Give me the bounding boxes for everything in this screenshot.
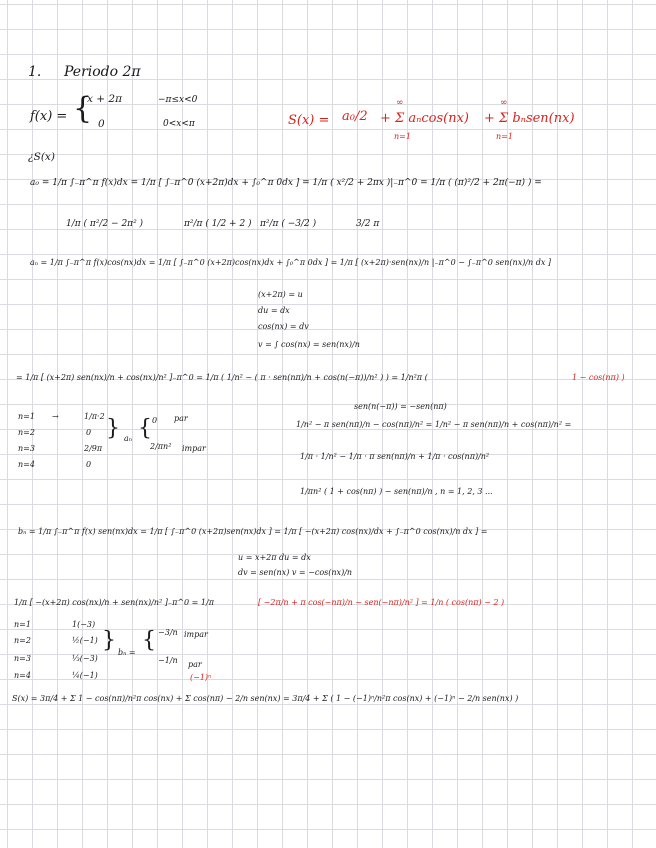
case2-expression: 0 xyxy=(98,118,105,130)
a0-line-1: a₀ = 1/π ∫₋π^π f(x)dx = 1/π [ ∫₋π^0 (x+2π)dx + ∫₀^π 0dx ] = 1/π ( x²/2 + 2πx )|₋π^0 = 1/π ( (π)²/2 + 2π(−π) ) = xyxy=(30,178,542,188)
a0-line-2b: π²/π ( 1/2 + 2 ) xyxy=(184,219,252,229)
bn-table-n2: n=2 xyxy=(14,636,31,645)
an-arrow: → xyxy=(52,412,59,421)
a0-line-2c: π²/π ( −3/2 ) xyxy=(260,219,317,229)
bn-table-n1: n=1 xyxy=(14,620,31,629)
bn-case-bot-cond: par xyxy=(188,660,202,669)
problem-title: Periodo 2π xyxy=(64,64,141,80)
an-calc-1: 1/n² − π sen(nπ)/n − cos(nπ)/n² = 1/n² − π sen(nπ)/n + cos(nπ)/n² = xyxy=(296,420,572,429)
bn-line-2: 1/π [ −(x+2π) cos(nx)/n + sen(nx)/n² ]₋π^0 = 1/π xyxy=(14,598,214,607)
bn-case-bot: −1/n xyxy=(158,656,178,665)
an-substitution-3: cos(nx) = dv xyxy=(258,322,309,331)
an-note: sen(n(−π)) = −sen(nπ) xyxy=(354,402,447,411)
series-inf-1: ∞ xyxy=(396,98,404,108)
an-case-brace: { xyxy=(138,416,152,441)
problem-number: 1. xyxy=(28,64,42,80)
an-line-2-red: 1 − cos(nπ) ) xyxy=(572,373,625,382)
function-label: f(x) = xyxy=(30,109,68,124)
piecewise-brace: { xyxy=(73,91,93,126)
an-table-n3: n=3 xyxy=(18,444,35,453)
an-line-1: aₙ = 1/π ∫₋π^π f(x)cos(nx)dx = 1/π [ ∫₋π^0 (x+2π)cos(nx)dx + ∫₀^π 0dx ] = 1/π [ (x+2π)·sen(nx)/n |₋π^0 − ∫₋π^0 sen(nx)/n dx ] xyxy=(30,258,552,267)
an-case-top-cond: par xyxy=(174,414,188,423)
series-cos-term: + Σ aₙcos(nx) xyxy=(380,111,469,126)
an-substitution-2: du = dx xyxy=(258,306,290,315)
an-case-top: 0 xyxy=(152,416,158,425)
bn-table-val2: ½(−1) xyxy=(72,636,98,645)
an-substitution-1: (x+2π) = u xyxy=(258,290,303,299)
an-substitution-4: v = ∫ cos(nx) = sen(nx)/n xyxy=(258,340,360,349)
bn-substitution-2: dv = sen(nx) v = −cos(nx)/n xyxy=(238,568,353,577)
series-lower-1: n=1 xyxy=(394,132,411,141)
bn-table-n4: n=4 xyxy=(14,671,31,680)
case2-condition: 0<x<π xyxy=(163,119,195,129)
an-table-n1: n=1 xyxy=(18,412,35,421)
series-a0-term: a₀/2 xyxy=(342,109,368,124)
a0-line-2d: 3/2 π xyxy=(356,219,380,229)
an-case-bot-cond: impar xyxy=(182,444,206,453)
bn-line-1: bₙ = 1/π ∫₋π^π f(x) sen(nx)dx = 1/π [ ∫₋π^0 (x+2π)sen(nx)dx ] = 1/π [ −(x+2π) cos(nx)/dx + ∫₋π^0 cos(nx)/n dx ] = xyxy=(18,527,488,536)
an-table-brace: } xyxy=(106,416,120,441)
case1-expression: x + 2π xyxy=(87,93,122,105)
bn-table-val1: 1(−3) xyxy=(72,620,96,629)
an-table-val2: 0 xyxy=(86,428,92,437)
case1-condition: −π≤x<0 xyxy=(158,95,198,105)
series-lower-2: n=1 xyxy=(496,132,513,141)
an-case-label: aₙ xyxy=(124,434,133,443)
a0-line-2a: 1/π ( π²/2 − 2π² ) xyxy=(66,219,144,229)
bn-case-top: −3/n xyxy=(158,628,178,637)
an-calc-3: 1/πn² ( 1 + cos(nπ) ) − sen(nπ)/n , n = 1, 2, 3 ... xyxy=(300,487,493,496)
series-sin-term: + Σ bₙsen(nx) xyxy=(484,111,575,126)
bn-table-brace: } xyxy=(102,628,116,653)
an-table-n2: n=2 xyxy=(18,428,35,437)
bn-red-note: (−1)ⁿ xyxy=(190,673,212,682)
an-table-n4: n=4 xyxy=(18,460,35,469)
an-line-2: = 1/π [ (x+2π) sen(nx)/n + cos(nx)/n² ]₋π^0 = 1/π ( 1/n² − ( π · sen(nπ)/n + cos(n(−π))/n² ) ) = 1/n²π ( xyxy=(16,373,428,382)
bn-case-brace: { xyxy=(142,628,156,653)
an-table-val1: 1/π·2 xyxy=(84,412,105,421)
bn-table-n3: n=3 xyxy=(14,654,31,663)
an-case-bot: 2/πn² xyxy=(150,442,172,451)
question-label: ¿S(x) xyxy=(28,151,55,163)
bn-case-label: bₙ = xyxy=(118,648,136,657)
bn-table-val3: ⅓(−3) xyxy=(72,654,98,663)
bn-table-val4: ¼(−1) xyxy=(72,671,98,680)
bn-case-top-cond: impar xyxy=(184,630,208,639)
bn-line-2-red: [ −2π/n + π cos(−nπ)/n − sen(−nπ)/n² ] = 1/n ( cos(nπ) − 2 ) xyxy=(258,598,505,607)
bn-substitution-1: u = x+2π du = dx xyxy=(238,553,311,562)
an-table-val4: 0 xyxy=(86,460,92,469)
series-inf-2: ∞ xyxy=(500,98,508,108)
final-series: S(x) = 3π/4 + Σ 1 − cos(nπ)/n²π cos(nx) + Σ cos(nπ) − 2/n sen(nx) = 3π/4 + Σ ( 1 − (−1)ⁿ/n²π cos(nx) + (−1)ⁿ − 2/n sen(nx) ) xyxy=(12,694,519,703)
an-calc-2: 1/π · 1/n² − 1/π · π sen(nπ)/n + 1/π · cos(nπ)/n² xyxy=(300,452,490,461)
series-lhs: S(x) = xyxy=(288,113,330,128)
an-table-val3: 2/9π xyxy=(84,444,103,453)
